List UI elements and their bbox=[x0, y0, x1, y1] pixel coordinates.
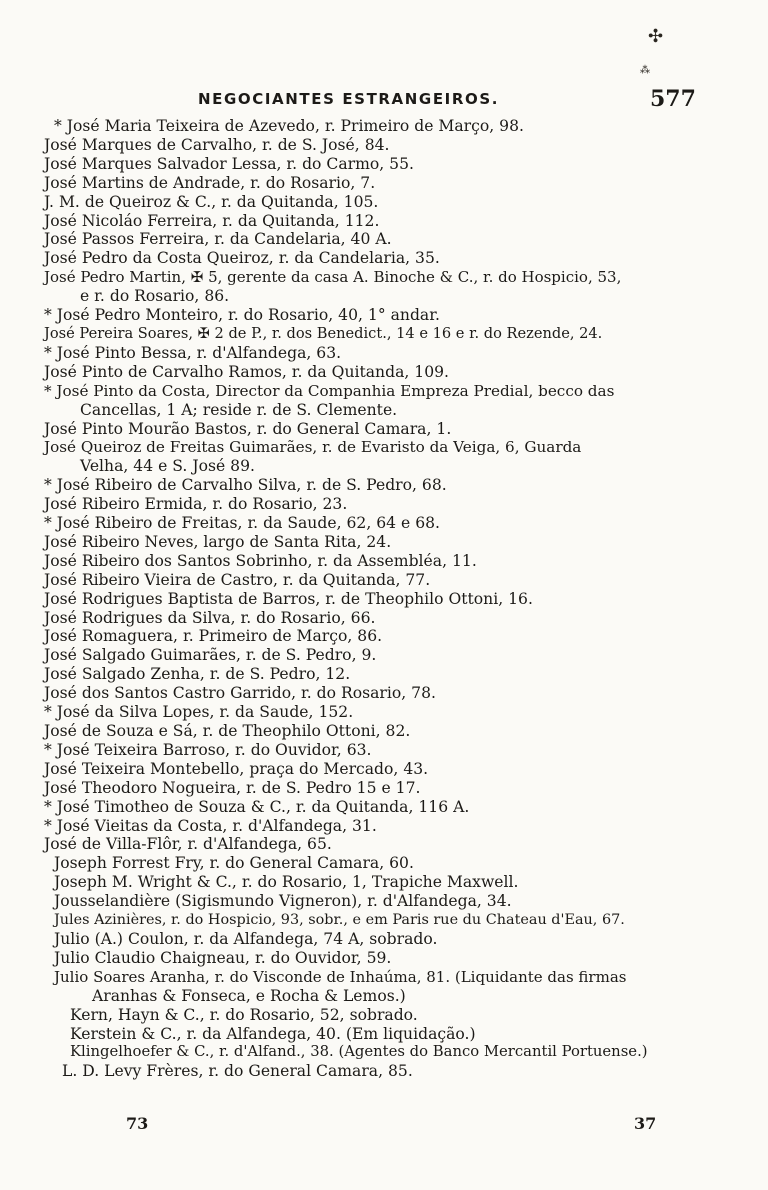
list-item: José dos Santos Castro Garrido, r. do Rosario, 78. bbox=[44, 684, 436, 703]
list-item: José Nicoláo Ferreira, r. da Quitanda, 112. bbox=[44, 211, 380, 230]
list-item: * José Maria Teixeira de Azevedo, r. Primeiro de Março, 98. bbox=[54, 117, 524, 135]
list-item: Jousselandière (Sigismundo Vigneron), r. d'Alfandega, 34. bbox=[54, 892, 512, 911]
list-item: José Romaguera, r. Primeiro de Março, 86. bbox=[44, 627, 383, 646]
list-item: José Ribeiro dos Santos Sobrinho, r. da Assembléa, 11. bbox=[44, 551, 477, 570]
footer-signature-mark: 73 bbox=[126, 1114, 149, 1133]
list-item: José Rodrigues Baptista de Barros, r. de Theophilo Ottoni, 16. bbox=[44, 589, 533, 608]
ink-speck-icon: ✣ bbox=[648, 26, 664, 47]
list-item: Joseph Forrest Fry, r. do General Camara, 60. bbox=[54, 854, 414, 873]
list-item: Julio (A.) Coulon, r. da Alfandega, 74 A, sobrado. bbox=[54, 929, 438, 948]
list-item-continuation: Aranhas & Fonseca, e Rocha & Lemos.) bbox=[92, 986, 406, 1005]
list-item: Julio Soares Aranha, r. do Visconde de Inhaúma, 81. (Liquidante das firmas bbox=[54, 967, 627, 986]
list-item: José Pereira Soares, ✠ 2 de P., r. dos Benedict., 14 e 16 e r. do Rezende, 24. bbox=[44, 324, 603, 342]
list-item: L. D. Levy Frères, r. do General Camara, 85. bbox=[62, 1062, 413, 1081]
list-item: José Marques de Carvalho, r. de S. José, 84. bbox=[44, 135, 390, 154]
list-item: José Ribeiro Vieira de Castro, r. da Quitanda, 77. bbox=[44, 570, 431, 589]
list-item: * José Timotheo de Souza & C., r. da Quitanda, 116 A. bbox=[44, 797, 470, 816]
list-item: José Theodoro Nogueira, r. de S. Pedro 15 e 17. bbox=[44, 778, 421, 797]
list-item: * José Pinto Bessa, r. d'Alfandega, 63. bbox=[44, 343, 342, 362]
list-item: * José Pinto da Costa, Director da Companhia Empreza Predial, becco das bbox=[44, 381, 615, 400]
list-item: José Salgado Guimarães, r. de S. Pedro, 9. bbox=[44, 646, 377, 665]
list-item: * José Vieitas da Costa, r. d'Alfandega, 31. bbox=[44, 816, 377, 835]
list-item: J. M. de Queiroz & C., r. da Quitanda, 105. bbox=[44, 192, 379, 211]
list-item: Kern, Hayn & C., r. do Rosario, 52, sobrado. bbox=[70, 1005, 418, 1024]
list-item: José Passos Ferreira, r. da Candelaria, 40 A. bbox=[44, 230, 392, 249]
list-item: Kerstein & C., r. da Alfandega, 40. (Em liquidação.) bbox=[70, 1024, 476, 1043]
list-item: Julio Claudio Chaigneau, r. do Ouvidor, 59. bbox=[54, 948, 392, 967]
list-item-continuation: Cancellas, 1 A; reside r. de S. Clemente. bbox=[80, 400, 398, 419]
list-item: Jules Azinières, r. do Hospicio, 93, sobr., e em Paris rue du Chateau d'Eau, 67. bbox=[54, 912, 625, 929]
list-item: José Salgado Zenha, r. de S. Pedro, 12. bbox=[44, 665, 351, 684]
list-item-continuation: e r. do Rosario, 86. bbox=[80, 287, 230, 306]
list-item: * José Pedro Monteiro, r. do Rosario, 40, 1° andar. bbox=[44, 306, 440, 325]
list-item: José de Souza e Sá, r. de Theophilo Ottoni, 82. bbox=[44, 722, 411, 740]
list-item: José Marques Salvador Lessa, r. do Carmo, 55. bbox=[44, 154, 414, 173]
list-item-continuation: Velha, 44 e S. José 89. bbox=[80, 457, 255, 476]
list-item: José Martins de Andrade, r. do Rosario, 7. bbox=[44, 173, 376, 192]
list-item: José Ribeiro Neves, largo de Santa Rita, 24. bbox=[44, 532, 392, 551]
list-item: José Ribeiro Ermida, r. do Rosario, 23. bbox=[44, 495, 348, 514]
ink-speck-icon: ⁂ bbox=[640, 65, 650, 76]
list-item: * José Ribeiro de Freitas, r. da Saude, 62, 64 e 68. bbox=[44, 514, 441, 533]
list-item: José Teixeira Montebello, praça do Mercado, 43. bbox=[44, 759, 429, 778]
footer-signature-mark: 37 bbox=[634, 1114, 657, 1133]
page-title: NEGOCIANTES ESTRANGEIROS. bbox=[198, 90, 500, 108]
list-item: José Pedro Martin, ✠ 5, gerente da casa A. Binoche & C., r. do Hospicio, 53, bbox=[44, 268, 622, 287]
entries-list bbox=[44, 117, 704, 1081]
list-item: * José Teixeira Barroso, r. do Ouvidor, 63. bbox=[44, 740, 372, 759]
list-item: * José Ribeiro de Carvalho Silva, r. de S. Pedro, 68. bbox=[44, 476, 447, 495]
list-item: José Rodrigues da Silva, r. do Rosario, 66. bbox=[44, 608, 376, 627]
list-item: Klingelhoefer & C., r. d'Alfand., 38. (Agentes do Banco Mercantil Portuense.) bbox=[70, 1043, 648, 1061]
list-item: José Queiroz de Freitas Guimarães, r. de Evaristo da Veiga, 6, Guarda bbox=[44, 438, 582, 457]
list-item: José Pinto de Carvalho Ramos, r. da Quitanda, 109. bbox=[44, 362, 450, 381]
list-item: Joseph M. Wright & C., r. do Rosario, 1, Trapiche Maxwell. bbox=[54, 873, 519, 892]
list-item: * José da Silva Lopes, r. da Saude, 152. bbox=[44, 703, 354, 722]
list-item: José Pinto Mourão Bastos, r. do General Camara, 1. bbox=[44, 419, 452, 438]
list-item: José Pedro da Costa Queiroz, r. da Candelaria, 35. bbox=[44, 249, 440, 268]
list-item: José de Villa-Flôr, r. d'Alfandega, 65. bbox=[44, 835, 332, 854]
page-number: 577 bbox=[650, 86, 696, 112]
page-header bbox=[0, 88, 768, 112]
